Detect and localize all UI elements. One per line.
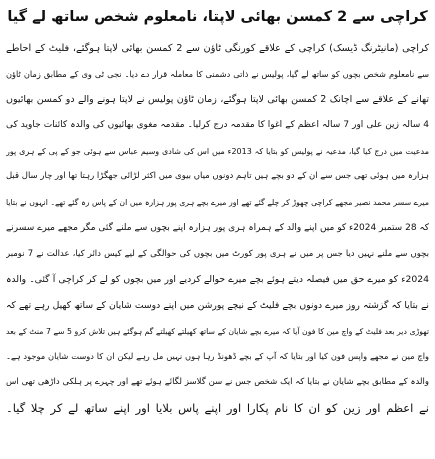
- article-line: تھانے کے علاقے سے اچانک 2 کمسن بھائی لاپتا ہوگئے، زمان ٹاؤن پولیس نے لاپتا ہونے والے دو کمسن بھائیوں: [6, 94, 429, 106]
- article-line: نے بتایا کہ گزشتہ روز میرے دونوں بچے فلیٹ کے نیچے پورشن میں اپنے دوست شایان کے ساتھ کھیل رہے تھے کہ: [6, 299, 429, 311]
- article-line: کراچی (مانیٹرنگ ڈیسک) کراچی کے علاقے کورنگی ٹاؤن سے 2 کمسن بھائی لاپتا ہوگئے، فلیٹ کے احاطے: [6, 43, 429, 54]
- article-line: 4 سالہ زین علی اور 7 سالہ اعظم کے اغوا کا مقدمہ درج کرلیا۔ مقدمہ مغوی بھائیوں کی والدہ کائنات جاوید کی: [6, 120, 429, 131]
- article-line: سے نامعلوم شخص بچوں کو ساتھ لے گیا، پولیس نے ذاتی دشمنی کا معاملہ قرار دے دیا۔ نجی ٹی وی کے مطابق زمان ٹاؤن: [6, 68, 429, 79]
- article-line: والدہ کے مطابق بچے شایان نے بتایا کہ ایک شخص جس نے سن گلاسز لگائے ہوئے تھے اور چہرے پر ہلکی داڑھی تھی اس: [6, 376, 429, 387]
- article-line: ہزارہ میں ہوئی تھی جس سے ان کے دو بچے ہیں تاہم دونوں میاں بیوی میں اکثر لڑائی جھگڑا رہتا تھا اور چار سال قبل: [6, 171, 429, 182]
- article-line: واچ مین نے مجھے واپس فون کیا اور بتایا کہ آپ کے بچے ڈھونڈ رہا ہوں نہیں مل رہے لیکن ان کا دوست شایان موجود ہے۔: [6, 351, 429, 362]
- article-line: 2024ء کو میرے حق میں فیصلہ دیتے ہوئے بچے میرے حوالے کردیے اور میں بچوں کو لے کر کراچی آ گئی۔ والدہ: [6, 274, 429, 286]
- article-line: میرے سسر محمد نصیر مجھے کراچی چھوڑ کر چلے گئے تھے اور میرے بچے ہری پور ہزارہ میں ان کے پاس رہ گئے تھے۔ انہوں نے بتایا: [6, 198, 429, 208]
- article-line: کہ 28 ستمبر 2024ء کو میں اپنے والد کے ہمراہ ہری پور ہزارہ اپنے بچوں سے ملنے گئی مگر مجھے میرے سسرنے: [6, 222, 429, 233]
- article-line: بچوں سے ملنے نہیں دیا جس پر میں نے ہری پور کورٹ میں بچوں کی حوالگی کے لیے کیس دائر کیا، عدالت نے 7 نومبر: [6, 248, 429, 259]
- article-line: تھوڑی دیر بعد فلیٹ کے واچ مین کا فون آیا کہ میرے بچے شایان کے ساتھ کھیلتے کھیلتے گم ہوگئے ہیں تلاش کرو 5 سے 7 منٹ کے بعد: [6, 326, 429, 336]
- article-line: مدعیت میں درج کیا گیا، مدعیہ نے پولیس کو بتایا کہ 2013ء میں اس کی شادی وسیم عباس سے ہوئی جو کے پی کے ہری پور: [6, 146, 429, 156]
- article-line: نے اعظم اور زین کو ان کا نام پکارا اور اپنے پاس بلایا اور اپنے ساتھ لے کر چلا گیا۔: [6, 400, 429, 415]
- article-headline: کراچی سے 2 کمسن بھائی لاپتا، نامعلوم شخص ساتھ لے گیا: [7, 9, 428, 25]
- article-body: [6, 36, 429, 421]
